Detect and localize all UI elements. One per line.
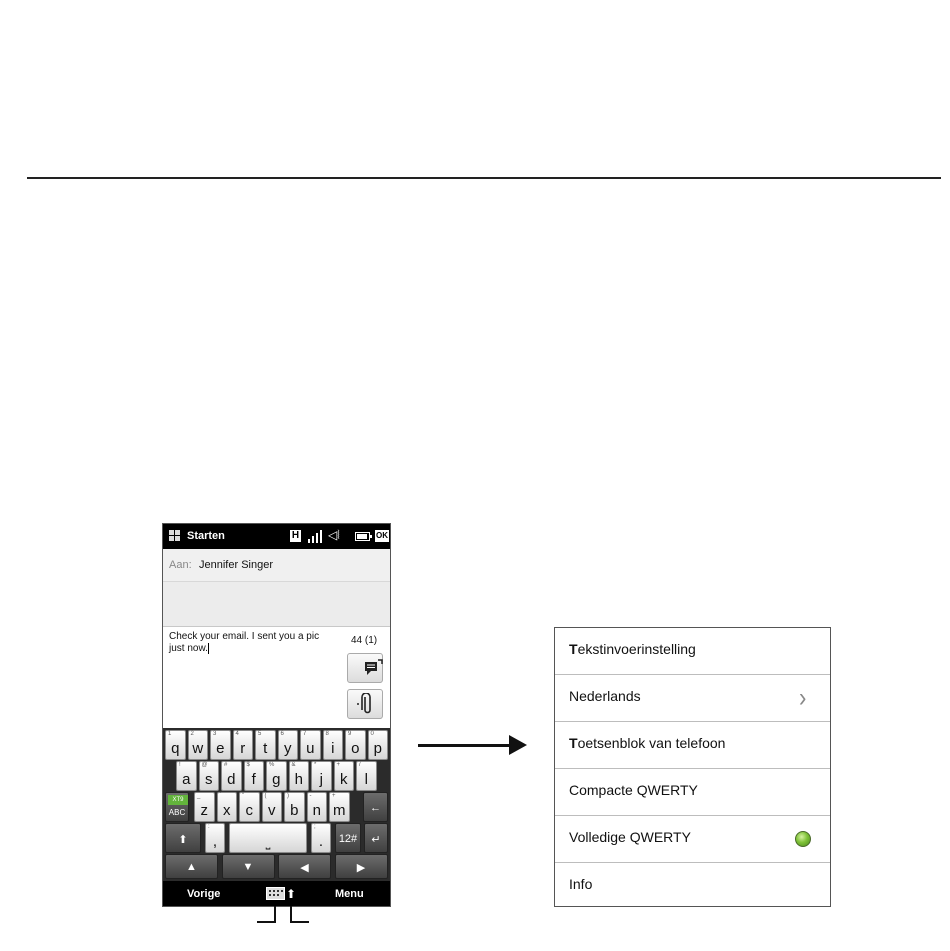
key-label: u xyxy=(306,740,315,757)
key-label: ▶ xyxy=(356,862,366,874)
key-symbol: 2 xyxy=(190,731,194,737)
chevron-right-icon: › xyxy=(799,682,807,713)
key-k[interactable] xyxy=(334,761,355,791)
nav-down-key[interactable] xyxy=(222,854,275,879)
key-g[interactable] xyxy=(266,761,287,791)
menu-item-text-input-settings[interactable] xyxy=(555,628,830,675)
space-key[interactable] xyxy=(229,823,307,853)
key-label: e xyxy=(216,740,225,757)
xt9-label: XT9 xyxy=(168,795,188,805)
key-label: . xyxy=(318,833,324,850)
key-d[interactable] xyxy=(221,761,242,791)
input-method-menu xyxy=(554,627,831,907)
key-label: f xyxy=(251,771,256,788)
key-e[interactable] xyxy=(210,730,231,760)
key-symbol: 6 xyxy=(280,731,284,737)
key-symbol: # xyxy=(224,762,228,768)
key-o[interactable] xyxy=(345,730,366,760)
key-s[interactable] xyxy=(199,761,220,791)
key-f[interactable] xyxy=(244,761,265,791)
key-label: , xyxy=(212,833,218,850)
softkey-bar xyxy=(163,881,390,907)
key-label: m xyxy=(333,802,346,819)
message-icon xyxy=(356,659,390,677)
spacer-area xyxy=(163,582,390,627)
key-j[interactable] xyxy=(311,761,332,791)
key-label: c xyxy=(245,802,253,819)
text-caret xyxy=(208,643,209,654)
key-label: a xyxy=(182,771,191,788)
key-symbol: 7 xyxy=(303,731,307,737)
key-label: k xyxy=(340,771,348,788)
page-divider-rule xyxy=(27,177,941,179)
key-label: p xyxy=(373,740,382,757)
key-symbol: / xyxy=(359,762,361,768)
key-symbol: 8 xyxy=(325,731,329,737)
comma-key[interactable] xyxy=(205,823,225,853)
menu-item-info[interactable] xyxy=(555,863,830,910)
key-label: v xyxy=(268,802,276,819)
arrow-up-icon[interactable]: ⬆ xyxy=(286,887,297,901)
key-symbol: $ xyxy=(246,762,250,768)
key-label: ◀ xyxy=(300,862,309,874)
key-symbol: * xyxy=(314,762,317,768)
key-label: x xyxy=(223,802,231,819)
windows-start-icon[interactable] xyxy=(169,530,181,542)
key-l[interactable] xyxy=(356,761,377,791)
key-symbol: ( xyxy=(264,793,267,799)
menu-item-label: Volledige QWERTY xyxy=(569,829,691,845)
menu-item-label: Compacte QWERTY xyxy=(569,782,698,798)
insert-message-button[interactable] xyxy=(347,653,383,683)
key-symbol: " xyxy=(242,793,245,799)
key-c[interactable] xyxy=(239,792,260,822)
softkey-menu[interactable]: Menu xyxy=(335,888,364,900)
keyboard-icon[interactable] xyxy=(266,887,285,900)
key-p[interactable] xyxy=(368,730,389,760)
key-b[interactable] xyxy=(284,792,305,822)
key-symbol: ) xyxy=(287,793,289,799)
key-symbol: & xyxy=(291,762,296,768)
key-symbol: ` xyxy=(219,793,222,799)
key-label: i xyxy=(331,740,335,757)
paperclip-icon xyxy=(356,693,376,715)
abc-label: ABC xyxy=(168,808,186,817)
key-symbol: + xyxy=(336,762,341,768)
menu-item-label: Info xyxy=(569,876,593,892)
key-i[interactable] xyxy=(323,730,344,760)
xt9-mode-key[interactable] xyxy=(165,792,189,822)
key-symbol: _ xyxy=(197,793,201,799)
key-symbol: 4 xyxy=(235,731,239,737)
nav-up-key[interactable] xyxy=(165,854,218,879)
key-label: l xyxy=(364,771,368,788)
key-label: h xyxy=(294,771,303,788)
network-type-icon: H xyxy=(291,530,300,541)
attach-button[interactable] xyxy=(347,689,383,719)
menu-item-full-qwerty[interactable] xyxy=(555,816,830,863)
key-label: ↵ xyxy=(371,834,381,846)
key-label: s xyxy=(205,771,213,788)
softkey-back[interactable]: Vorige xyxy=(187,888,221,900)
key-y[interactable] xyxy=(278,730,299,760)
key-symbol: 9 xyxy=(348,731,352,737)
battery-icon xyxy=(355,532,370,541)
key-w[interactable] xyxy=(188,730,209,760)
key-q[interactable] xyxy=(165,730,186,760)
key-symbol: ; xyxy=(314,824,316,830)
menu-item-language[interactable] xyxy=(555,675,830,722)
menu-item-label: Nederlands xyxy=(569,688,641,704)
key-n[interactable] xyxy=(307,792,328,822)
key-v[interactable] xyxy=(262,792,283,822)
message-text: Check your email. I sent you a pic just now. xyxy=(169,631,320,655)
status-title[interactable]: Starten xyxy=(187,530,225,542)
nav-left-key[interactable] xyxy=(278,854,331,879)
key-label: ⬆ xyxy=(178,834,188,846)
key-label: r xyxy=(240,740,246,757)
radio-selected-icon xyxy=(795,831,811,847)
enter-key[interactable] xyxy=(364,823,388,853)
key-label: ⎵ xyxy=(265,836,271,850)
menu-item-label: Toetsenblok van telefoon xyxy=(569,735,726,751)
numeric-mode-key[interactable] xyxy=(335,823,361,853)
key-symbol: + xyxy=(332,793,336,799)
recipient-row[interactable] xyxy=(163,549,390,582)
key-label: j xyxy=(319,771,323,788)
signal-strength-icon xyxy=(308,529,324,543)
key-label: z xyxy=(200,802,208,819)
arrow-right-icon xyxy=(509,735,527,755)
volume-icon[interactable]: ◁⦚ xyxy=(328,528,340,542)
key-label: ▲ xyxy=(186,861,197,873)
key-symbol: : xyxy=(208,824,210,830)
key-z[interactable] xyxy=(194,792,215,822)
shift-key[interactable] xyxy=(165,823,201,853)
key-label: w xyxy=(192,740,204,757)
key-symbol: 5 xyxy=(258,731,262,737)
recipient-field[interactable]: Jennifer Singer xyxy=(199,559,273,571)
key-symbol: ! xyxy=(179,762,181,768)
key-u[interactable] xyxy=(300,730,321,760)
callout-keyboard-line-h xyxy=(257,921,276,923)
menu-item-label: Tekstinvoerinstelling xyxy=(569,641,696,657)
key-symbol: % xyxy=(269,762,275,768)
key-symbol: 1 xyxy=(168,731,172,737)
callout-arrow-line-h xyxy=(290,921,309,923)
nav-right-key[interactable] xyxy=(335,854,388,879)
key-label: ▼ xyxy=(242,861,254,873)
key-h[interactable] xyxy=(289,761,310,791)
key-symbol: - xyxy=(309,793,312,799)
key-x[interactable] xyxy=(217,792,238,822)
recipient-label: Aan: xyxy=(169,559,192,571)
key-r[interactable] xyxy=(233,730,254,760)
status-bar xyxy=(163,524,390,549)
key-label: o xyxy=(351,740,360,757)
character-count: 44 (1) xyxy=(351,635,378,646)
arrow-shaft xyxy=(418,744,513,747)
key-a[interactable] xyxy=(176,761,197,791)
message-input[interactable] xyxy=(169,631,337,655)
key-label: d xyxy=(227,771,236,788)
message-area[interactable] xyxy=(163,627,390,728)
key-symbol: @ xyxy=(201,762,208,768)
period-key[interactable] xyxy=(311,823,331,853)
key-t[interactable] xyxy=(255,730,276,760)
key-label: n xyxy=(312,802,321,819)
backspace-key[interactable] xyxy=(363,792,388,822)
key-label: b xyxy=(290,802,299,819)
menu-item-phone-keypad[interactable] xyxy=(555,722,830,769)
onscreen-keyboard xyxy=(163,728,390,881)
key-label: g xyxy=(272,771,281,788)
key-symbol: 3 xyxy=(213,731,217,737)
key-label: t xyxy=(263,740,268,757)
key-symbol: 0 xyxy=(370,731,374,737)
ok-button[interactable]: OK xyxy=(376,531,388,540)
key-label: 12# xyxy=(338,833,358,845)
menu-item-compact-qwerty[interactable] xyxy=(555,769,830,816)
key-label: y xyxy=(284,740,292,757)
phone-screen xyxy=(162,523,391,907)
key-label: ← xyxy=(370,802,381,814)
key-m[interactable] xyxy=(329,792,350,822)
key-label: q xyxy=(171,740,180,757)
